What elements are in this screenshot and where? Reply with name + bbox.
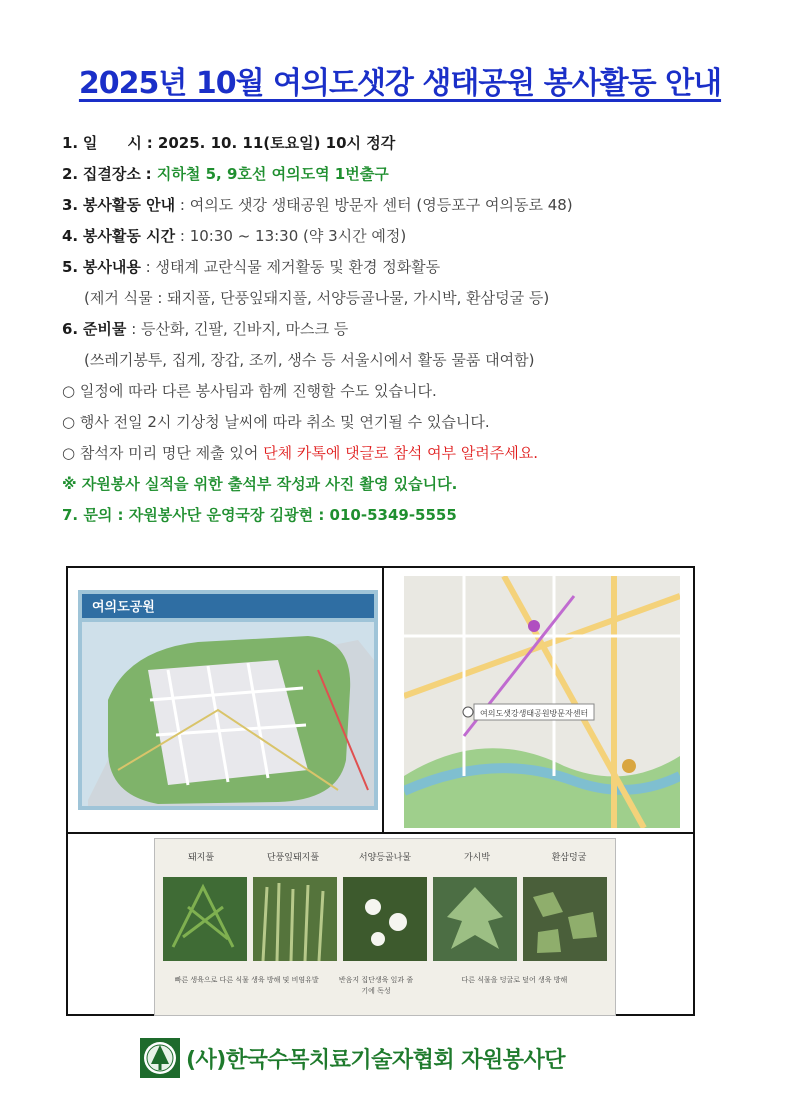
- item-label: 봉사활동 안내: [82, 196, 176, 214]
- item-number: 6.: [62, 320, 79, 338]
- plant-name: 가시박: [463, 853, 491, 863]
- park-map-image: [78, 590, 378, 810]
- item-label: 집결장소: [82, 165, 141, 183]
- plant-name: 환삼덩굴: [551, 853, 587, 863]
- street-map-image: [404, 576, 680, 828]
- item-number: 1.: [62, 134, 79, 152]
- item-value: 지하철 5, 9호선 여의도역 1번출구: [156, 165, 389, 183]
- item-label: 봉사내용: [82, 258, 141, 276]
- contact-info: 7. 문의 : 자원봉사단 운영국장 김광현 : 010-5349-5555: [62, 506, 457, 524]
- item-prep: 6. 준비물 : 등산화, 긴팔, 긴바지, 마스크 등: [62, 320, 349, 338]
- item-label: 일 시: [82, 134, 142, 152]
- plant-photos: [163, 877, 607, 961]
- item-meet: 2. 집결장소 : 지하철 5, 9호선 여의도역 1번출구: [62, 165, 389, 183]
- item-value: 생태계 교란식물 제거활동 및 환경 정화활동: [155, 258, 441, 276]
- note-text: ○ 참석자 미리 명단 제출 있어: [62, 444, 264, 462]
- note-highlight: 단체 카톡에 댓글로 참석 여부 알려주세요.: [263, 444, 539, 462]
- plant-photo: [523, 877, 607, 961]
- invasive-plants-board: [154, 838, 616, 1016]
- organization-name: (사)한국수목치료기술자협회 자원봉사단: [186, 1047, 566, 1073]
- plant-description: 반음지 집단생육 잎과 줄기에 독성: [338, 976, 414, 995]
- item-time: 4. 봉사활동 시간 : 10:30 ~ 13:30 (약 3시간 예정): [62, 227, 407, 245]
- info-list: [62, 128, 762, 531]
- plant-name: 단풍잎돼지풀: [266, 853, 320, 863]
- page-title: 2025년 10월 여의도샛강 생태공원 봉사활동 안내: [78, 66, 722, 101]
- item-content-sub: (제거 식물 : 돼지풀, 단풍잎돼지풀, 서양등골나물, 가시박, 환삼덩굴 등): [84, 289, 550, 307]
- plant-photo: [163, 877, 247, 961]
- plant-descriptions: [163, 967, 607, 1007]
- item-number: 4.: [62, 227, 79, 245]
- item-number: 5.: [62, 258, 79, 276]
- item-number: 2.: [62, 165, 79, 183]
- plant-name: 서양등골나물: [358, 853, 412, 863]
- svg-text:여의도공원: 여의도공원: [92, 600, 155, 615]
- item-prep-sub: (쓰레기봉투, 집게, 장갑, 조끼, 생수 등 서울시에서 활동 물품 대여함): [84, 351, 535, 369]
- item-date: 1. 일 시 : 2025. 10. 11(토요일) 10시 정각: [62, 134, 396, 152]
- plant-description: 빠른 생육으로 다른 식물 생육 방해 및 비염유발: [174, 976, 319, 984]
- item-value: 등산화, 긴팔, 긴바지, 마스크 등: [141, 320, 349, 338]
- plant-name: 돼지풀: [187, 853, 215, 863]
- photo-frame: [66, 566, 695, 1016]
- note-schedule: ○ 일정에 따라 다른 봉사팀과 함께 진행할 수도 있습니다.: [62, 382, 437, 400]
- plant-names: [155, 847, 615, 869]
- plant-photo: [433, 877, 517, 961]
- item-label: 봉사활동 시간: [82, 227, 176, 245]
- plant-photo: [253, 877, 337, 961]
- item-value: 2025. 10. 11(토요일) 10시 정각: [157, 134, 396, 152]
- item-number: 3.: [62, 196, 79, 214]
- notice-attendance-photo: ※ 자원봉사 실적을 위한 출석부 작성과 사진 촬영 있습니다.: [62, 475, 458, 493]
- note-weather: ○ 행사 전일 2시 기상청 날씨에 따라 취소 및 연기될 수 있습니다.: [62, 413, 490, 431]
- item-label: 준비물: [82, 320, 127, 338]
- organization-footer: [140, 1036, 565, 1080]
- item-value: 10:30 ~ 13:30 (약 3시간 예정): [189, 227, 407, 245]
- plant-description: 다른 식물을 덩굴로 덮어 생육 방해: [461, 976, 568, 984]
- tree-logo-icon: [140, 1038, 180, 1078]
- item-guide: 3. 봉사활동 안내 : 여의도 샛강 생태공원 방문자 센터 (영등포구 여의동로 48): [62, 196, 573, 214]
- note-attendance: [62, 438, 762, 469]
- plant-photo: [343, 877, 427, 961]
- item-value: 여의도 샛강 생태공원 방문자 센터 (영등포구 여의동로 48): [189, 196, 573, 214]
- svg-text:여의도샛강생태공원방문자센터: 여의도샛강생태공원방문자센터: [480, 709, 589, 718]
- item-content: 5. 봉사내용 : 생태계 교란식물 제거활동 및 환경 정화활동: [62, 258, 441, 276]
